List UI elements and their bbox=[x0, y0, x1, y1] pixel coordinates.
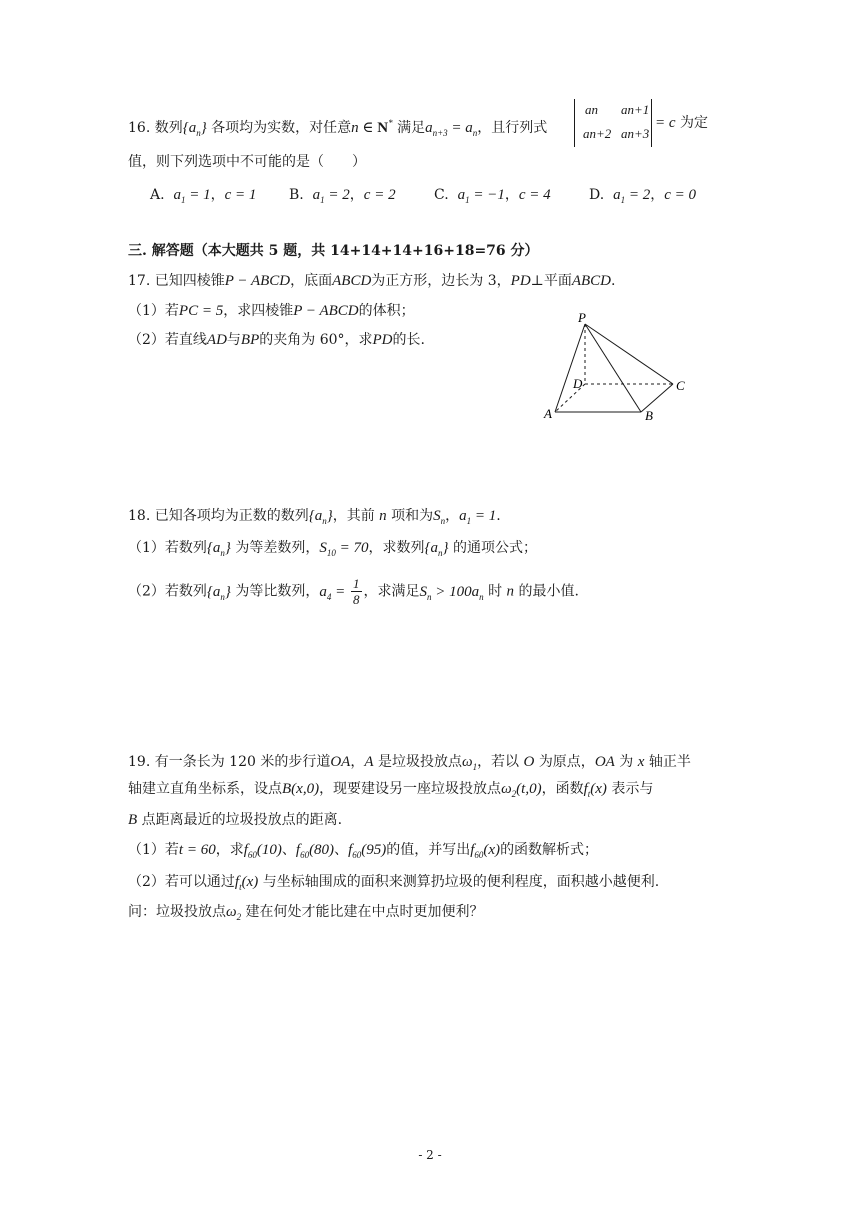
label-B: B bbox=[645, 408, 653, 423]
label-A: A bbox=[544, 406, 552, 421]
math-seq-an: $\{a_n\}$ bbox=[182, 120, 207, 138]
q19-line-3: B 点距离最近的垃圾投放点的距离. bbox=[128, 812, 343, 828]
q18-stem: 18. 已知各项均为正数的数列$\{a_n\}$，其前 n 项和为$S_n$，$a_1 = 1$. bbox=[128, 508, 501, 526]
q16-option-b: B. $a_1 = 2$，c = 2 bbox=[289, 187, 396, 205]
q16-line-1-end: = c 为定 bbox=[655, 115, 708, 131]
q19-line-2: 轴建立直角坐标系，设点B(x,0)，现要建设另一座垃圾投放点$\omega_2(t,0)$，函数$f_t(x)$ 表示与 bbox=[128, 781, 654, 799]
q16-option-a: A. $a_1 = 1$，c = 1 bbox=[150, 187, 257, 205]
q19-part-2: （2）若可以通过$f_t(x)$ 与坐标轴围成的面积来测算扔垃圾的便利程度，面积越小越便利. bbox=[128, 874, 660, 892]
fraction-one-eighth: $\frac{1}{8}$ bbox=[353, 576, 360, 607]
q18-part-2: （2）若数列$\{a_n\}$ 为等比数列，$a_4$ = $\frac{1}{8}$ ，求满足$S_n > 100a_n$ 时 n 的最小值. bbox=[128, 576, 579, 607]
determinant: a n a n+1 a n+2 a n+3 bbox=[574, 99, 652, 147]
q19-part-3: 问：垃圾投放点$\omega_2$ 建在何处才能比建在中点时更加便利？ bbox=[128, 904, 484, 922]
q16-line-1: 16. 数列$\{a_n\}$ 各项均为实数，对任意n ∈ N* 满足$a_{n+3} = a_n$，且行列式 bbox=[128, 118, 548, 138]
label-D: D bbox=[573, 376, 583, 391]
label-P: P bbox=[578, 310, 586, 325]
q16-line-2: 值，则下列选项中不可能的是（ ） bbox=[128, 154, 366, 170]
section-title: 三. 解答题（本大题共 5 题，共 14+14+14+16+18=76 分） bbox=[128, 243, 539, 259]
q17-part-1: （1）若PC = 5，求四棱锥P − ABCD的体积； bbox=[128, 303, 415, 319]
q18-part-1: （1）若数列$\{a_n\}$ 为等差数列，$S_{10} = 70$，求数列$\{a_n\}$ 的通项公式； bbox=[128, 540, 537, 558]
math-recurrence: $a_{n+3} = a_n$ bbox=[425, 120, 478, 138]
q19-line-1: 19. 有一条长为 120 米的步行道OA，A 是垃圾投放点$\omega_1$，若以 O 为原点，OA 为 x 轴正半 bbox=[128, 754, 691, 772]
label-C: C bbox=[676, 378, 685, 393]
page-number: - 2 - bbox=[418, 1148, 442, 1162]
q16-option-d: D. $a_1 = 2$，c = 0 bbox=[589, 187, 696, 205]
q17-part-2: （2）若直线AD与BP的夹角为 60°，求PD的长. bbox=[128, 332, 425, 348]
q16-option-c: C. $a_1 = -1$，c = 4 bbox=[434, 187, 551, 205]
pyramid-figure bbox=[535, 310, 695, 430]
math-n-in-N: n ∈ N* bbox=[351, 118, 393, 136]
q17-stem: 17. 已知四棱锥P − ABCD，底面ABCD为正方形，边长为 3，PD⊥平面ABCD. bbox=[128, 273, 616, 289]
q19-part-1: （1）若t = 60，求$f_{60}(10)$、$f_{60}(80)$、$f_{60}(95)$的值，并写出$f_{60}(x)$的函数解析式； bbox=[128, 842, 599, 860]
